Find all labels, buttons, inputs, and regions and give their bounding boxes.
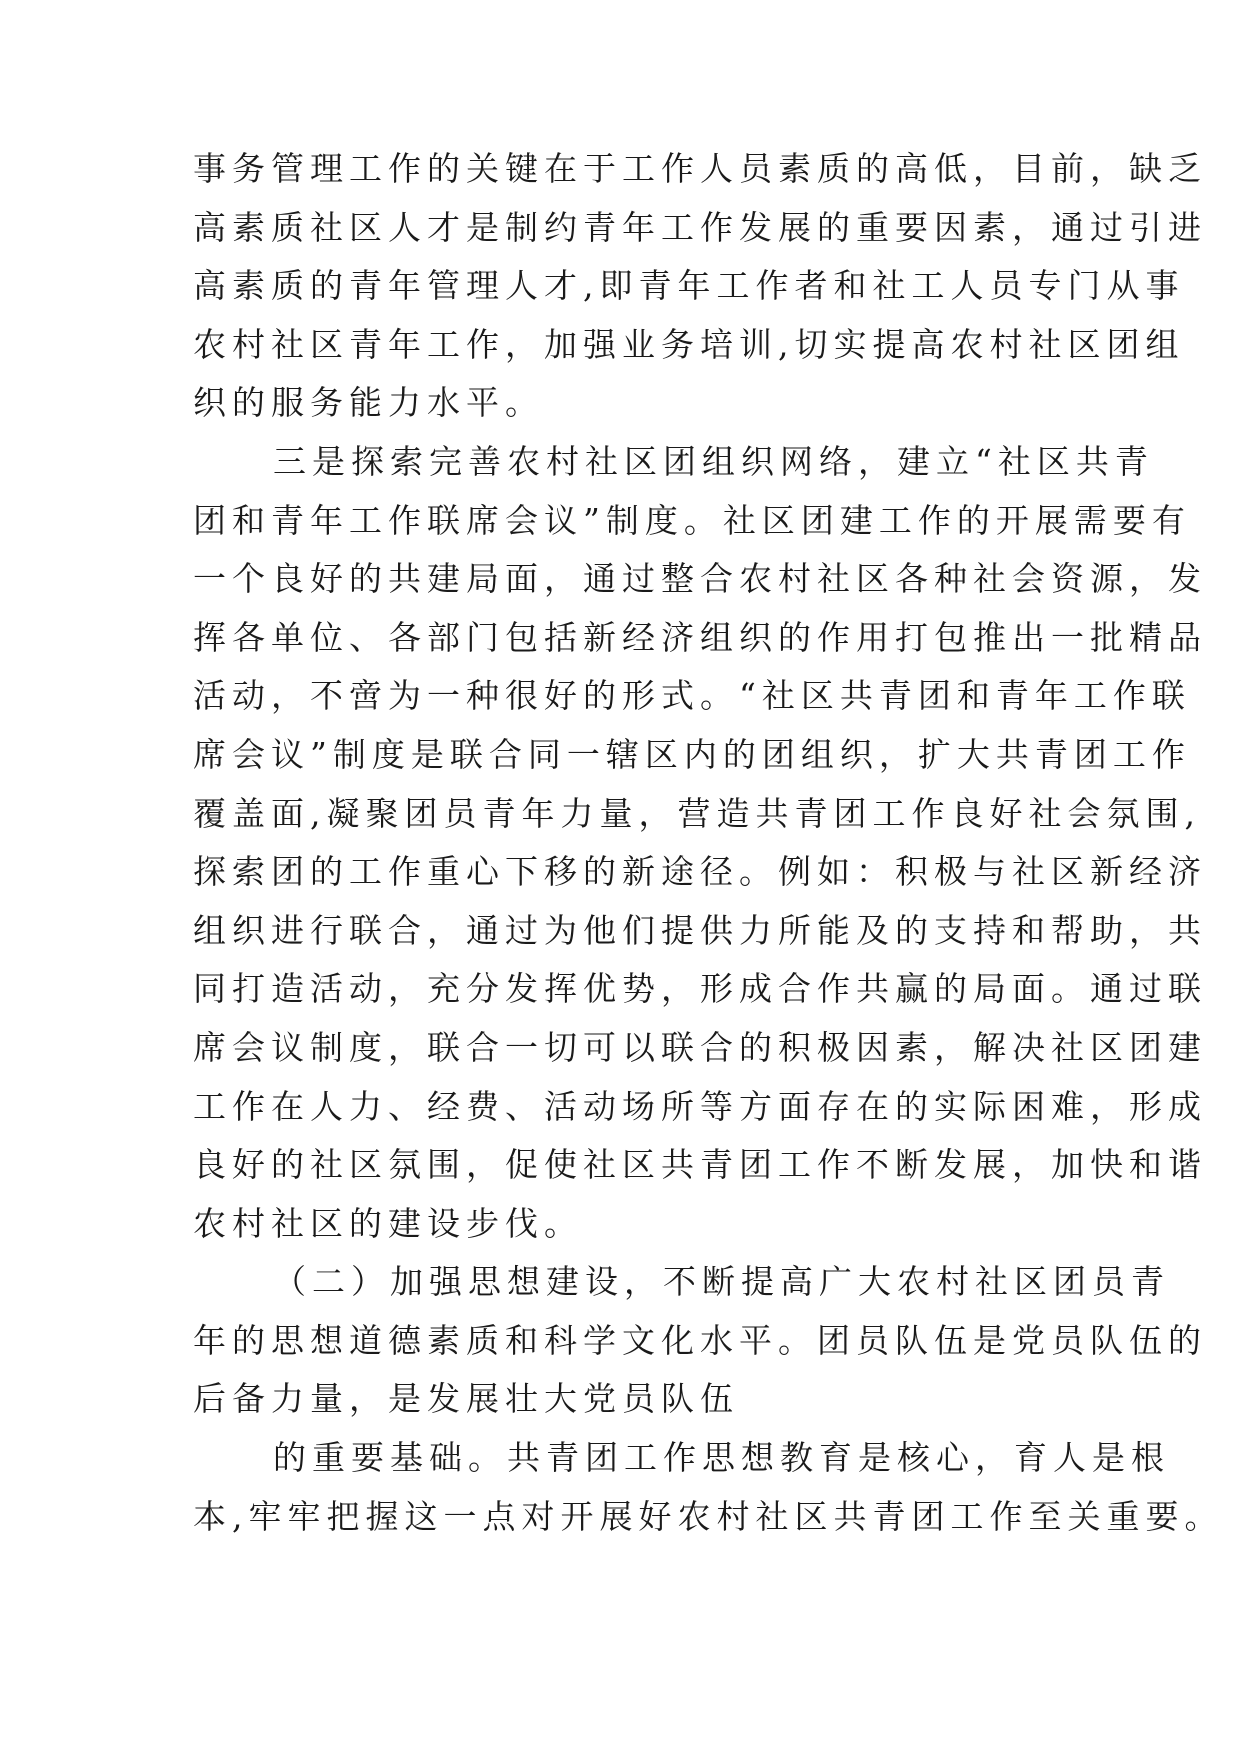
text-line: 席会议”制度是联合同一辖区内的团组织，扩大共青团工作 bbox=[193, 734, 1191, 774]
text-line: 席会议制度，联合一切可以联合的积极因素，解决社区团建 bbox=[193, 1027, 1207, 1067]
text-line: 后备力量，是发展壮大党员队伍 bbox=[193, 1379, 739, 1419]
text-line: 高素质社区人才是制约青年工作发展的重要因素，通过引进 bbox=[193, 207, 1207, 247]
paragraph-start-line: 三是探索完善农村社区团组织网络，建立“社区共青 bbox=[273, 441, 1154, 481]
document-body bbox=[193, 140, 1224, 1546]
text-line: 年的思想道德素质和科学文化水平。团员队伍是党员队伍的 bbox=[193, 1320, 1207, 1360]
text-line: 本,牢牢把握这一点对开展好农村社区共青团工作至关重要。 bbox=[193, 1496, 1224, 1536]
text-line: 团和青年工作联席会议”制度。社区团建工作的开展需要有 bbox=[193, 500, 1191, 540]
text-line: 农村社区的建设步伐。 bbox=[193, 1203, 583, 1243]
text-line: 织的服务能力水平。 bbox=[193, 383, 544, 423]
section-heading-line: （二）加强思想建设，不断提高广大农村社区团员青 bbox=[273, 1262, 1170, 1302]
text-line: 一个良好的共建局面，通过整合农村社区各种社会资源，发 bbox=[193, 559, 1207, 599]
text-line: 组织进行联合，通过为他们提供力所能及的支持和帮助，共 bbox=[193, 910, 1207, 950]
text-line: 探索团的工作重心下移的新途径。例如：积极与社区新经济 bbox=[193, 852, 1207, 892]
text-line: 活动，不啻为一种很好的形式。“社区共青团和青年工作联 bbox=[193, 676, 1191, 716]
text-line: 事务管理工作的关键在于工作人员素质的高低，目前，缺乏 bbox=[193, 149, 1207, 188]
text-line: 覆盖面,凝聚团员青年力量，营造共青团工作良好社会氛围, bbox=[193, 793, 1201, 833]
text-line: 同打造活动，充分发挥优势，形成合作共赢的局面。通过联 bbox=[193, 969, 1207, 1009]
text-line: 农村社区青年工作，加强业务培训,切实提高农村社区团组 bbox=[193, 324, 1185, 364]
text-line: 工作在人力、经费、活动场所等方面存在的实际困难，形成 bbox=[193, 1086, 1207, 1126]
text-line: 良好的社区氛围，促使社区共青团工作不断发展，加快和谐 bbox=[193, 1145, 1207, 1185]
text-line: 高素质的青年管理人才,即青年工作者和社工人员专门从事 bbox=[193, 266, 1185, 306]
paragraph-start-line: 的重要基础。共青团工作思想教育是核心，育人是根 bbox=[273, 1438, 1170, 1478]
text-line: 挥各单位、各部门包括新经济组织的作用打包推出一批精品 bbox=[193, 617, 1207, 657]
